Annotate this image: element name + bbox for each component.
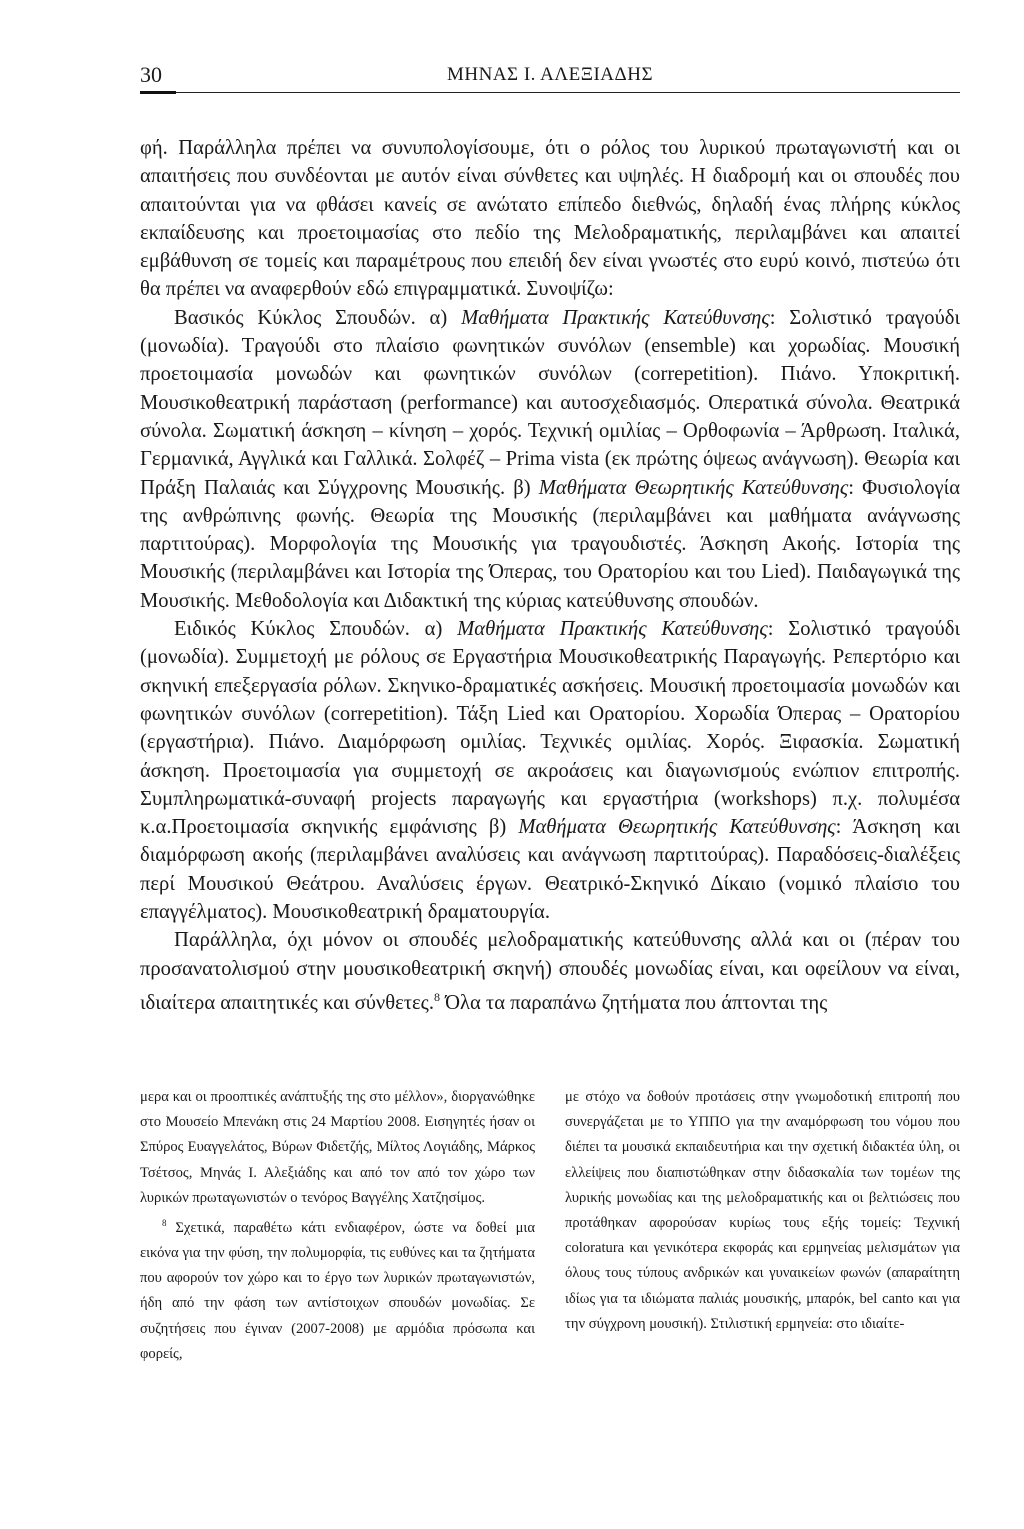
paragraph: Παράλληλα, όχι μόνον οι σπουδές μελοδραματικής κατεύθυνσης αλλά και οι (πέραν του προσανατολισμού στην μουσικοθεατρική σκηνή) σπουδές μονωδίας είναι, και οφείλουν να είναι, ιδιαίτερα απαιτητικές και σύνθετες.$^8$ Όλα τα παραπάνω ζητήματα που άπτονται της [140, 929, 960, 1014]
footnote-marker: 8 [162, 1218, 167, 1229]
header-rule-accent [140, 91, 176, 94]
paragraph: Βασικός Κύκλος Σπουδών. α) Μαθήματα Πρακτικής Κατεύθυνσης: Σολιστικό τραγούδι (μονωδία). Τραγούδι στο πλαίσιο φωνητικών συνόλων (ensemble) και χορωδίας. Μουσική προετοιμασία μονωδών και φωνητικών συνόλων (correpetition). Πιάνο. Υποκριτική. Μουσικοθεατρική παράσταση (performance) και αυτοσχεδιασμός. Οπερατικά σύνολα. Θεατρικά σύνολα. Σωματική άσκηση – κίνηση – χορός. Τεχνική ομιλίας – Ορθοφωνία – Άρθρωση. Ιταλικά, Γερμανικά, Αγγλικά και Γαλλικά. Σολφέζ – Prima vista (εκ πρώτης όψεως ανάγνωση). Θεωρία και Πράξη Παλαιάς και Σύγχρονης Μουσικής. β) Μαθήματα Θεωρητικής Κατεύθυνσης: Φυσιολογία της ανθρώπινης φωνής. Θεωρία της Μουσικής (περιλαμβάνει και μαθήματα ανάγνωσης παρτιτούρας). Μορφολογία της Μουσικής για τραγουδιστές. Άσκηση Ακοής. Ιστορία της Μουσικής (περιλαμβάνει και Ιστορία της Όπερας, του Ορατορίου και του Lied). Παιδαγωγικά της Μουσικής. Μεθοδολογία και Διδακτική της κύριας κατεύθυνσης σπουδών. [140, 306, 961, 612]
footnote-column-left [140, 1085, 535, 1367]
paragraph: φή. Παράλληλα πρέπει να συνυπολογίσουμε, ότι ο ρόλος του λυρικού πρωταγωνιστή και οι απαιτήσεις που συνδέονται με αυτόν είναι σύνθετες και υψηλές. Η διαδρομή και οι σπουδές που απαιτούνται για να φθάσει κανείς σε ανώτατο επίπεδο διεθνώς, δηλαδή ένας πλήρης κύκλος εκπαίδευσης και προετοιμασίας στο πεδίο της Μελοδραματικής, περιλαμβάνει και απαιτεί εμβάθυνση σε τομείς και παραμέτρους που επειδή δεν είναι γνωστές στο ευρύ κοινό, πιστεύω ότι θα πρέπει να αναφερθούν εδώ επιγραμματικά. Συνοψίζω: [140, 137, 960, 301]
footnote-8-continuation: με στόχο να δοθούν προτάσεις στην γνωμοδοτική επιτροπή που συνεργάζεται με το ΥΠΠΟ για την αναμόρφωση του νόμου που διέπει τα μουσικά εκπαιδευτήρια και την σχετική διδακτέα ύλη, οι ελλείψεις που διαπιστώθηκαν στην διδασκαλία των τομέων της λυρικής μονωδίας και της μελοδραματικής και οι βελτιώσεις που προτάθηκαν αφορούσαν κυρίως τους εξής τομείς: Τεχνική coloratura και γενικότερα εκφοράς και ερμηνείας μελισμάτων για όλους τους τύπους ανδρικών και γυναικείων φωνών (απαραίτητη ιδίως για τα ιδιώματα παλιάς μουσικής, μπαρόκ, bel canto και για την σύγχρονη μουσική). Στιλιστική ερμηνεία: στο ιδιαίτε- [565, 1089, 960, 1332]
running-title: ΜΗΝΑΣ Ι. ΑΛΕΞΙΑΔΗΣ [446, 64, 653, 85]
footnote-ref: 8 [433, 989, 440, 1004]
page-number: 30 [140, 62, 162, 87]
page-header [140, 62, 960, 92]
paragraph: Ειδικός Κύκλος Σπουδών. α) Μαθήματα Πρακτικής Κατεύθυνσης: Σολιστικό τραγούδι (μονωδία). Συμμετοχή με ρόλους σε Εργαστήρια Μουσικοθεατρικής Παραγωγής. Ρεπερτόριο και σκηνική επεξεργασία ρόλων. Σκηνικο-δραματικές ασκήσεις. Μουσική προετοιμασία μονωδών και φωνητικών συνόλων (correpetition). Τάξη Lied και Ορατορίου. Χορωδία Όπερας – Ορατορίου (εργαστήρια). Πιάνο. Διαμόρφωση ομιλίας. Τεχνικές ομιλίας. Χορός. Ξιφασκία. Σωματική άσκηση. Προετοιμασία για συμμετοχή σε ακροάσεις και διαγωνισμούς ενώπιον επιτροπής. Συμπληρωματικά-συναφή projects παραγωγής και εργαστήρια (workshops) π.χ. πολυμέσα κ.α.Προετοιμασία σκηνικής εμφάνισης β) Μαθήματα Θεωρητικής Κατεύθυνσης: Άσκηση και διαμόρφωση ακοής (περιλαμβάνει αναλύσεις και ανάγνωση παρτιτούρας). Παραδόσεις-διαλέξεις περί Μουσικού Θεάτρου. Αναλύσεις έργων. Θεατρικό-Σκηνικό Δίκαιο (νομικό πλαίσιο του επαγγέλματος). Μουσικοθεατρική δραματουργία. [140, 618, 960, 924]
header-rule [140, 92, 960, 93]
main-text [140, 134, 960, 1017]
footnote-column-right [565, 1085, 960, 1367]
footnote-8: $^8$ Σχετικά, παραθέτω κάτι ενδιαφέρον, ώστε να δοθεί μια εικόνα για την φύση, την πολυμορφία, τις ευθύνες και τα ζητήματα που αφορούν τον χώρο και το έργο των λυρικών πρωταγωνιστών, ήδη από την φάση των αντίστοιχων σπουδών μονωδίας. Σε συζητήσεις που έγιναν (2007-2008) με αρμόδια πρόσωπα και φορείς, [140, 1218, 535, 1362]
footnotes [140, 1085, 960, 1367]
footnote-continuation: μερα και οι προοπτικές ανάπτυξής της στο μέλλον», διοργανώθηκε στο Μουσείο Μπενάκη στις 24 Μαρτίου 2008. Εισηγητές ήσαν οι Σπύρος Ευαγγελάτος, Βύρων Φιδετζής, Μίλτος Λογιάδης, Μάρκος Τσέτσος, Μηνάς Ι. Αλεξιάδης και από τον από τον χώρο των λυρικών πρωταγωνιστών ο τενόρος Βαγγέλης Χατζησίμος. [140, 1089, 535, 1206]
